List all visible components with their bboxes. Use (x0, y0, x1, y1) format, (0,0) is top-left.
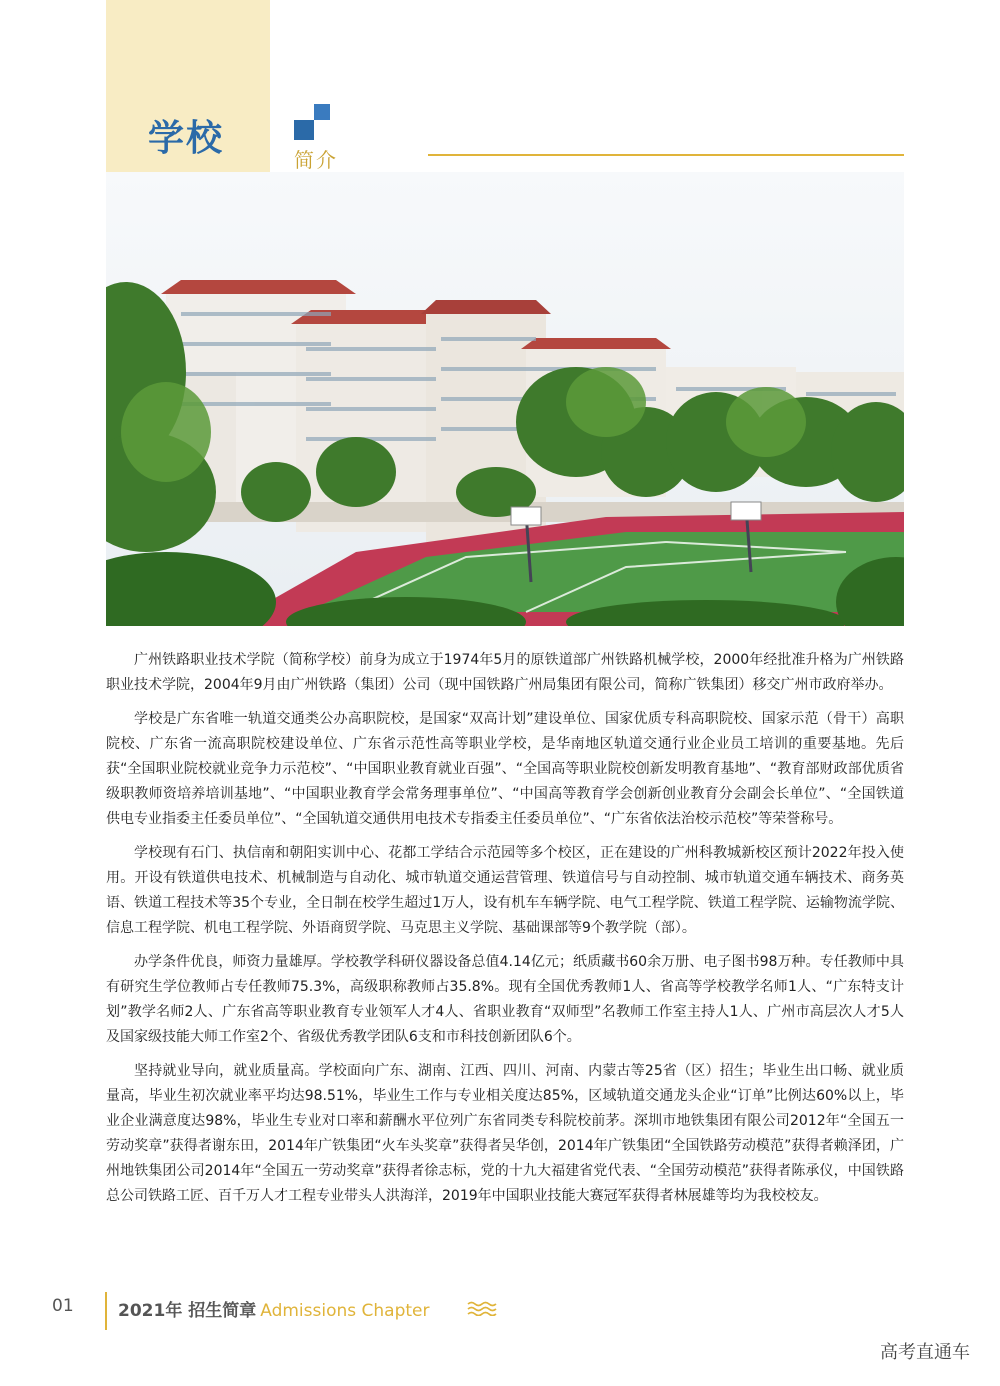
page-title: 学校 (148, 118, 225, 159)
article-paragraph: 广州铁路职业技术学院（简称学校）前身为成立于1974年5月的原铁道部广州铁路机械学校，2000年经批准升格为广州铁路职业技术学院，2004年9月由广州铁路（集团）公司（现中国铁路广州局集团有限公司，简称广铁集团）移交广州市政府举办。 (106, 652, 904, 693)
waves-icon (467, 1300, 497, 1316)
footer-divider (105, 1292, 107, 1330)
article-paragraph: 办学条件优良，师资力量雄厚。学校教学科研仪器设备总值4.14亿元；纸质藏书60余万册、电子图书98万种。专任教师中具有研究生学位教师占专任教师75.3%，高级职称教师占35.8%。现有全国优秀教师1人、省高等学校教学名师1人、“广东特支计划”教学名师2人、广东省高等职业教育专业领军人才4人、省职业教育“双师型”名教师工作室主持人1人、广州市高层次人才5人及国家级技能大师工作室2个、省级优秀教学团队6支和市科技创新团队6个。 (106, 954, 904, 1045)
article-body (106, 648, 904, 1218)
page-subtitle: 简介 (294, 148, 338, 172)
article-paragraph: 学校是广东省唯一轨道交通类公办高职院校，是国家“双高计划”建设单位、国家优质专科高职院校、国家示范（骨干）高职院校、广东省一流高职院校建设单位、广东省示范性高等职业学校，是华南地区轨道交通行业企业员工培训的重要基地。先后获“全国职业院校就业竞争力示范校”、“中国职业教育就业百强”、“全国高等职业院校创新发明教育基地”、“教育部财政部优质省级职教师资培养培训基地”、“中国职业教育学会常务理事单位”、“中国高等教育学会创新创业教育分会副会长单位”、“全国铁道供电专业指委主任委员单位”、“全国轨道交通供用电技术专指委主任委员单位”、“广东省依法治校示范校”等荣誉称号。 (106, 711, 904, 827)
page-number: 01 (52, 1296, 74, 1316)
logo-squares-icon (294, 104, 330, 140)
footer-title-cn: 2021年 招生简章 (118, 1301, 257, 1321)
article-paragraph: 学校现有石门、执信南和朝阳实训中心、花都工学结合示范园等多个校区，正在建设的广州科教城新校区预计2022年投入使用。开设有铁道供电技术、机械制造与自动化、城市轨道交通运营管理、铁道信号与自动控制、城市轨道交通车辆技术、商务英语、铁道工程技术等35个专业，全日制在校学生超过1万人，设有机车车辆学院、电气工程学院、铁道工程学院、运输物流学院、信息工程学院、机电工程学院、外语商贸学院、马克思主义学院、基础课部等9个教学院（部）。 (106, 845, 904, 936)
watermark: 高考直通车 (880, 1342, 970, 1363)
article-paragraph: 坚持就业导向，就业质量高。学校面向广东、湖南、江西、四川、河南、内蒙古等25省（区）招生；毕业生出口畅、就业质量高，毕业生初次就业率平均达98.51%，毕业生工作与专业相关度达85%，区域轨道交通龙头企业“订单”比例达60%以上，毕业企业满意度达98%，毕业生专业对口率和薪酬水平位列广东省同类专科院校前茅。深圳市地铁集团有限公司2012年“全国五一劳动奖章”获得者谢东田，2014年广铁集团“火车头奖章”获得者吴华创，2014年广铁集团“全国铁路劳动模范”获得者赖泽团，广州地铁集团公司2014年“全国五一劳动奖章”获得者徐志标，党的十九大福建省党代表、“全国劳动模范”获得者陈承仪，中国铁路总公司铁路工匠、百千万人才工程专业带头人洪海洋，2019年中国职业技能大赛冠军获得者林展雄等均为我校校友。 (106, 1063, 904, 1204)
campus-photo (106, 172, 904, 626)
title-divider (428, 154, 904, 156)
footer-title (118, 1296, 429, 1321)
footer-title-en: Admissions Chapter (260, 1301, 430, 1321)
